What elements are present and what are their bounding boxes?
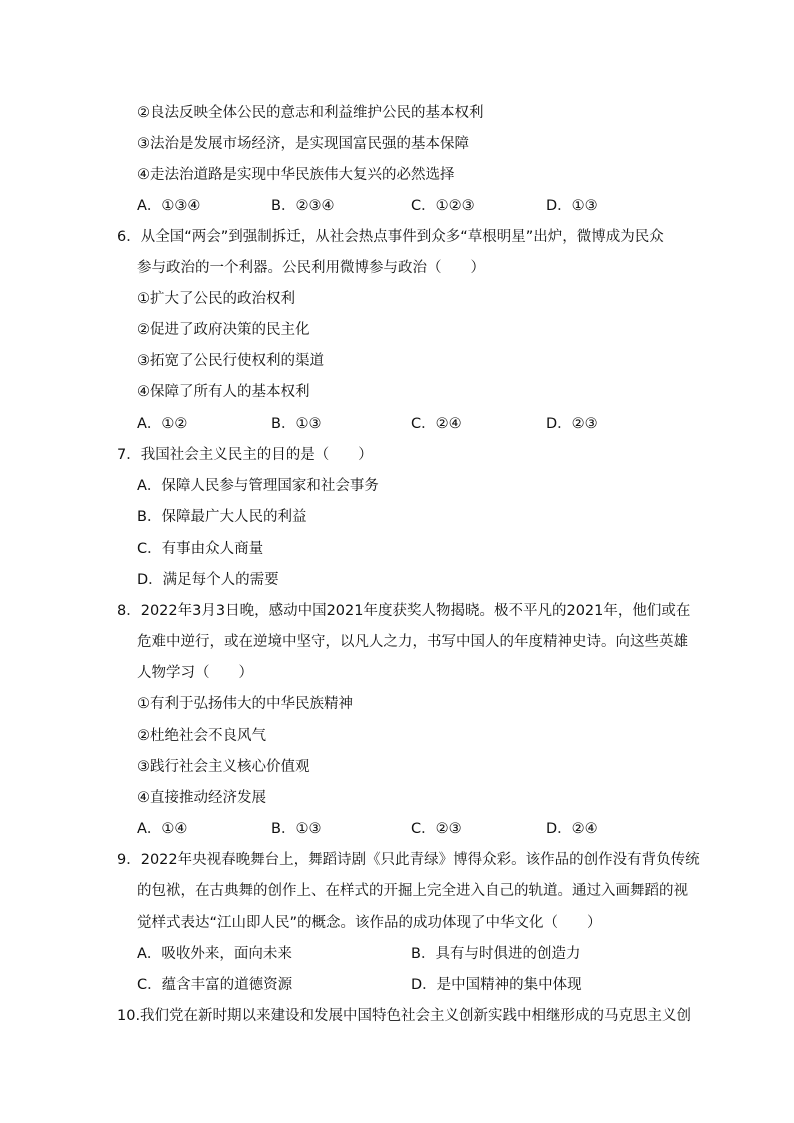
q8-stem-line-1: 8．2022年3月3日晚，感动中国2021年度获奖人物揭晓。极不平凡的2021年，他们或在 <box>117 603 691 619</box>
q6-item-3: ③拓宽了公民行使权利的渠道 <box>137 353 324 369</box>
q5-option-a: A．①③④ <box>137 198 201 214</box>
q6-stem-line-1: 6．从全国“两会”到强制拆迁，从社会热点事件到众多“草根明星”出炉，微博成为民众 <box>117 229 664 245</box>
q8-item-4: ④直接推动经济发展 <box>137 790 266 806</box>
q8-item-3: ③践行社会主义核心价值观 <box>137 759 310 775</box>
q8-option-d: D．②④ <box>546 821 598 837</box>
q5-option-c: C．①②③ <box>411 198 475 214</box>
q9-option-d: D．是中国精神的集中体现 <box>411 977 582 993</box>
q7-option-a: A．保障人民参与管理国家和社会事务 <box>137 478 379 494</box>
q8-stem-line-2: 危难中逆行，或在逆境中坚守，以凡人之力，书写中国人的年度精神史诗。向这些英雄 <box>137 634 688 650</box>
q9-stem-line-1: 9．2022年央视春晚舞台上，舞蹈诗剧《只此青绿》博得众彩。该作品的创作没有背负传统 <box>117 852 700 868</box>
q6-item-4: ④保障了所有人的基本权利 <box>137 384 310 400</box>
q6-item-2: ②促进了政府决策的民主化 <box>137 322 310 338</box>
q9-option-b: B．具有与时俱进的创造力 <box>411 946 581 962</box>
q6-option-b: B．①③ <box>271 416 322 432</box>
q9-stem-line-3: 觉样式表达“江山即人民”的概念。该作品的成功体现了中华文化（ ） <box>137 915 602 931</box>
q8-stem-line-3: 人物学习（ ） <box>137 665 253 681</box>
q5-item-4: ④走法治道路是实现中华民族伟大复兴的必然选择 <box>137 167 455 183</box>
q5-item-3: ③法治是发展市场经济，是实现国富民强的基本保障 <box>137 136 469 152</box>
q8-item-2: ②杜绝社会不良风气 <box>137 728 266 744</box>
q6-stem-line-2: 参与政治的一个利器。公民利用微博参与政治（ ） <box>137 260 485 276</box>
q5-item-2: ②良法反映全体公民的意志和利益维护公民的基本权利 <box>137 105 484 121</box>
q8-option-a: A．①④ <box>137 821 188 837</box>
q7-option-c: C．有事由众人商量 <box>137 541 264 557</box>
q7-option-b: B．保障最广大人民的利益 <box>137 509 307 525</box>
q8-item-1: ①有利于弘扬伟大的中华民族精神 <box>137 696 353 712</box>
q6-option-c: C．②④ <box>411 416 462 432</box>
q7-stem-line-1: 7．我国社会主义民主的目的是（ ） <box>117 447 373 463</box>
q10-stem-line-1: 10.我们党在新时期以来建设和发展中国特色社会主义创新实践中相继形成的马克思主义创 <box>117 1008 692 1024</box>
q6-option-d: D．②③ <box>546 416 598 432</box>
q7-option-d: D．满足每个人的需要 <box>137 572 279 588</box>
q5-option-b: B．②③④ <box>271 198 335 214</box>
q8-option-b: B．①③ <box>271 821 322 837</box>
q9-option-a: A．吸收外来，面向未来 <box>137 946 292 962</box>
q6-item-1: ①扩大了公民的政治权利 <box>137 291 295 307</box>
q9-stem-line-2: 的包袱，在古典舞的创作上、在样式的开掘上完全进入自己的轨道。通过入画舞蹈的视 <box>137 883 688 899</box>
q5-option-d: D．①③ <box>546 198 598 214</box>
q8-option-c: C．②③ <box>411 821 462 837</box>
q9-option-c: C．蕴含丰富的道德资源 <box>137 977 293 993</box>
q6-option-a: A．①② <box>137 416 188 432</box>
